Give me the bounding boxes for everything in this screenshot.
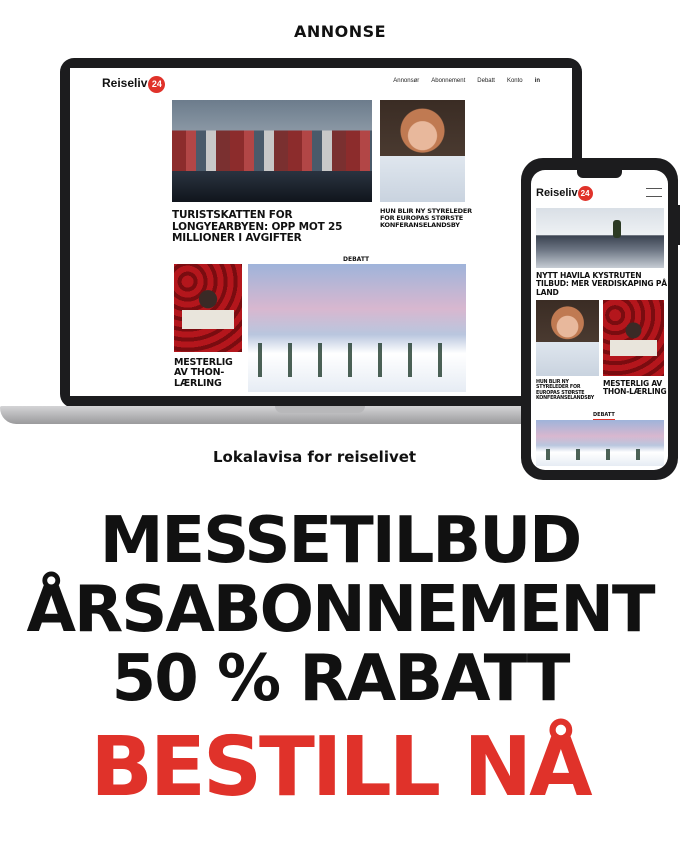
phone-article-headline-1[interactable]: NYTT HAVILA KYSTRUTEN TILBUD: MER VERDISKAPING PÅ LAND (536, 271, 667, 297)
phone-article-headline-3[interactable]: MESTERLIG AV THON-LÆRLING (603, 379, 667, 397)
site-logo[interactable] (102, 76, 165, 93)
nav-link-advertiser[interactable]: Annonsør (393, 78, 420, 84)
offer-line-1: MESSETILBUD (99, 504, 581, 578)
ad-label: ANNONSE (293, 22, 387, 41)
offer-line-3: 50 % RABATT (111, 642, 569, 716)
laptop-notch (275, 406, 365, 413)
article-image-snow[interactable] (248, 264, 466, 392)
linkedin-icon[interactable]: in (534, 78, 540, 84)
article-image-award[interactable] (174, 264, 242, 352)
article-headline-1[interactable]: TURISTSKATTEN FOR LONGYEARBYEN: OPP MOT 25 MILLIONER I AVGIFTER (172, 209, 343, 245)
logo-badge: 24 (578, 186, 593, 201)
phone-article-image-snow[interactable] (536, 420, 664, 466)
nav-links (393, 78, 540, 84)
menu-icon[interactable] (646, 188, 662, 197)
laptop-screen[interactable] (70, 68, 572, 396)
site-nav (70, 68, 572, 98)
phone-article-image-mountain[interactable] (536, 208, 664, 268)
nav-link-subscription[interactable]: Abonnement (431, 78, 466, 84)
phone-section-label-debatt[interactable]: DEBATT (593, 412, 615, 418)
article-headline-2[interactable]: HUN BLIR NY STYRELEDER FOR EUROPAS STØRSTE KONFERANSELANDSBY (380, 207, 472, 230)
order-now-button[interactable]: BESTILL NÅ (90, 720, 590, 815)
phone-article-headline-2[interactable]: HUN BLIR NY STYRELEDER FOR EUROPAS STØRSTE KONFERANSELANDSBY (536, 380, 594, 401)
logo-text: Reiseliv (102, 76, 148, 90)
nav-link-account[interactable]: Konto (506, 78, 523, 84)
nav-link-debate[interactable]: Debatt (477, 78, 495, 84)
phone-notch (577, 170, 622, 178)
phone-article-image-woman[interactable] (536, 300, 599, 376)
article-image-woman[interactable] (380, 100, 465, 202)
section-label-debatt[interactable]: DEBATT (343, 256, 370, 263)
phone-article-image-award[interactable] (603, 300, 664, 376)
phone-site-logo[interactable] (536, 186, 593, 201)
article-image-houses[interactable] (172, 100, 372, 202)
logo-text: Reiseliv (536, 187, 578, 199)
article-headline-3[interactable]: MESTERLIG AV THON-LÆRLING (174, 357, 233, 389)
logo-badge: 24 (148, 76, 165, 93)
phone-screen[interactable] (531, 170, 668, 470)
tagline: Lokalavisa for reiselivet (213, 448, 417, 466)
offer-line-2: ÅRSABONNEMENT (26, 573, 654, 647)
